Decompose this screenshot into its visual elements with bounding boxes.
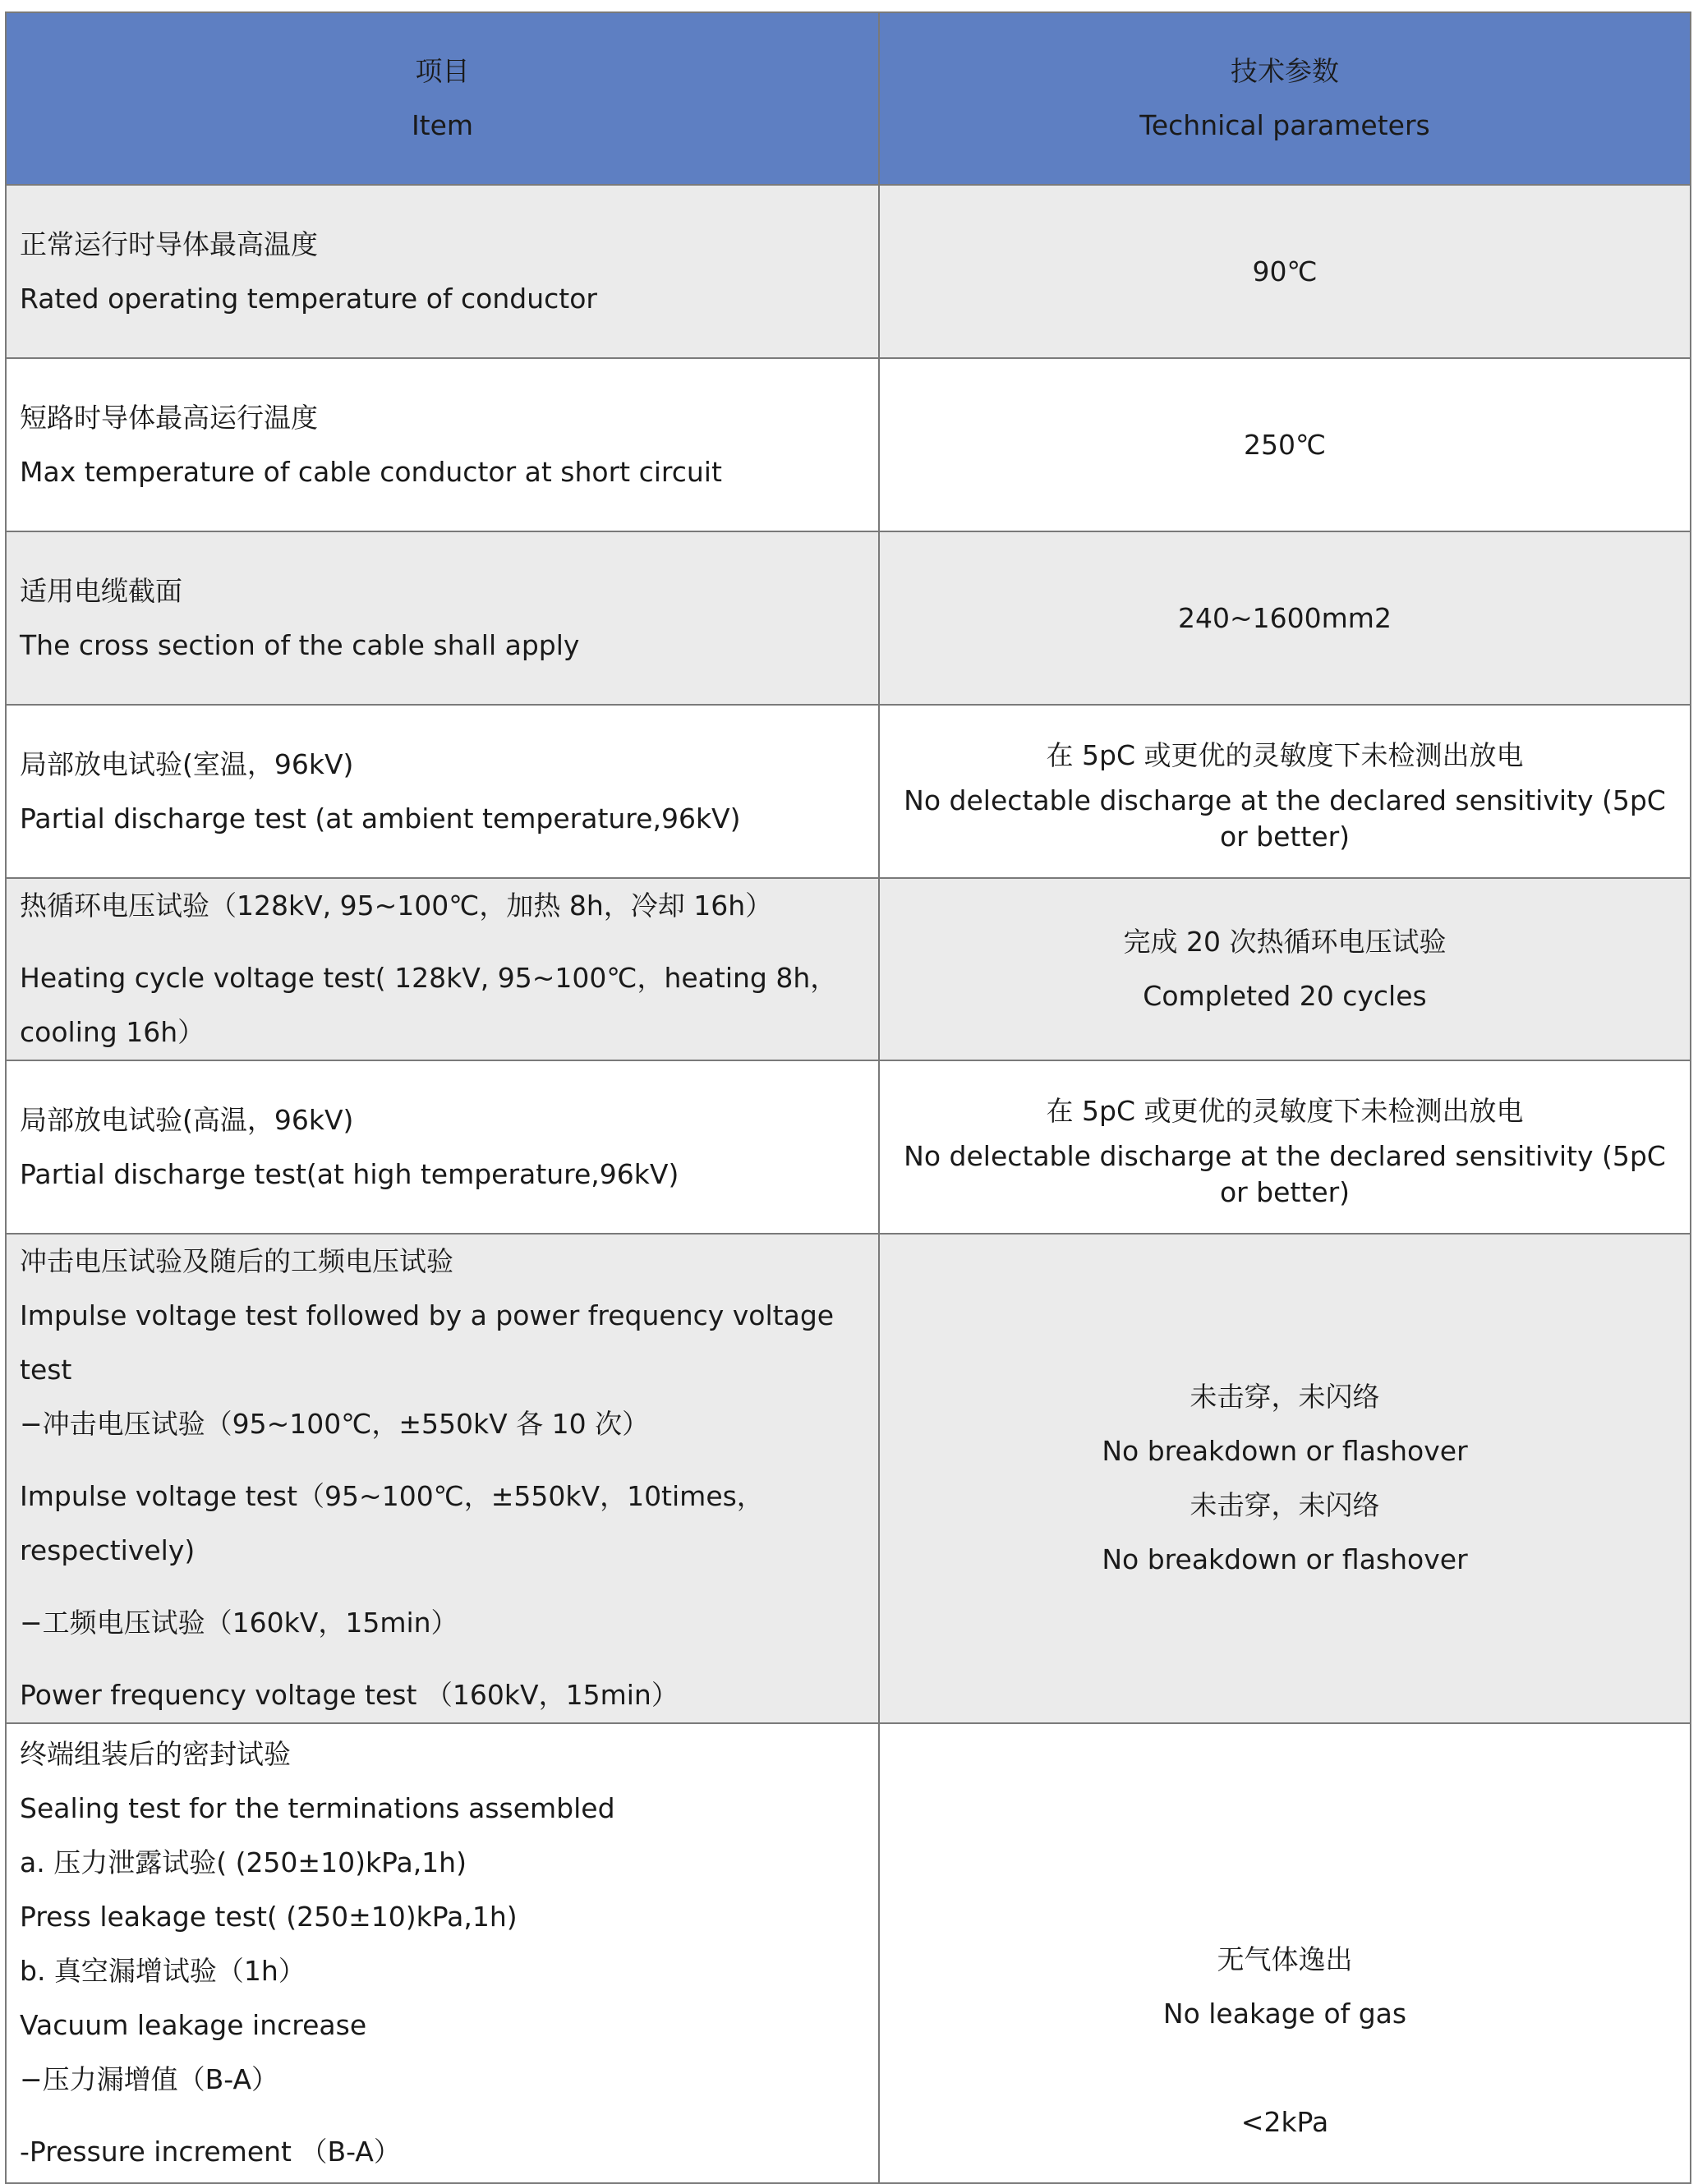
item-cell bbox=[6, 185, 879, 358]
param-value: 250℃ bbox=[1243, 428, 1327, 461]
item-en: Heating cycle voltage test( 128kV, 95~100℃，heating 8h，cooling 16h） bbox=[20, 962, 838, 1048]
param-cell bbox=[879, 358, 1691, 531]
header-item-zh: 项目 bbox=[415, 55, 470, 87]
header-param-en: Technical parameters bbox=[1139, 109, 1430, 141]
param-cell bbox=[879, 1060, 1691, 1234]
item-cell bbox=[6, 1723, 879, 2183]
header-param-zh: 技术参数 bbox=[1231, 55, 1339, 87]
item-zh: 正常运行时导体最高温度 bbox=[20, 228, 318, 260]
item-line: -Pressure increment （B-A） bbox=[20, 2136, 401, 2168]
item-cell bbox=[6, 878, 879, 1060]
param-cell bbox=[879, 1723, 1691, 2183]
header-param-cell bbox=[879, 12, 1691, 185]
param-value: 90℃ bbox=[1252, 255, 1318, 287]
item-zh: 适用电缆截面 bbox=[20, 574, 182, 607]
table-row bbox=[6, 358, 1691, 531]
param-cell bbox=[879, 531, 1691, 705]
param-zh: 完成 20 次热循环电压试验 bbox=[1123, 926, 1447, 958]
param-line: 未击穿，未闪络 bbox=[1190, 1381, 1380, 1413]
table-row bbox=[6, 1723, 1691, 2183]
table-header-row bbox=[6, 12, 1691, 185]
param-line: <2kPa bbox=[1240, 2106, 1329, 2138]
item-line: 冲击电压试验及随后的工频电压试验 bbox=[20, 1245, 453, 1277]
item-line: Power frequency voltage test （160kV，15min） bbox=[20, 1679, 679, 1711]
param-value: 240~1600mm2 bbox=[1178, 601, 1392, 634]
item-line: 终端组装后的密封试验 bbox=[20, 1738, 291, 1770]
param-line: 未击穿，未闪络 bbox=[1190, 1489, 1380, 1521]
item-zh: 短路时导体最高运行温度 bbox=[20, 401, 318, 434]
param-line: No leakage of gas bbox=[1162, 1998, 1407, 2030]
param-en: No delectable discharge at the declared sensitivity (5pC or better) bbox=[904, 784, 1666, 853]
item-line: Sealing test for the terminations assembled bbox=[20, 1792, 615, 1824]
param-zh: 在 5pC 或更优的灵敏度下未检测出放电 bbox=[1046, 1094, 1524, 1127]
param-line: No breakdown or flashover bbox=[1102, 1543, 1468, 1575]
param-cell bbox=[879, 705, 1691, 878]
table-row bbox=[6, 705, 1691, 878]
item-en: Max temperature of cable conductor at short circuit bbox=[20, 455, 722, 488]
table-row bbox=[6, 1234, 1691, 1723]
param-en: No delectable discharge at the declared sensitivity (5pC or better) bbox=[904, 1139, 1666, 1208]
param-cell bbox=[879, 185, 1691, 358]
item-zh: 局部放电试验(室温，96kV) bbox=[20, 747, 354, 780]
item-line: a. 压力泄露试验( (250±10)kPa,1h) bbox=[20, 1846, 467, 1878]
item-cell bbox=[6, 1234, 879, 1723]
item-line: −工频电压试验（160kV，15min） bbox=[20, 1607, 458, 1639]
item-cell bbox=[6, 531, 879, 705]
technical-parameters-table bbox=[5, 11, 1691, 2184]
item-line: −冲击电压试验（95~100℃，±550kV 各 10 次） bbox=[20, 1408, 650, 1440]
item-en: The cross section of the cable shall apply bbox=[20, 628, 580, 661]
param-line: No breakdown or flashover bbox=[1102, 1435, 1468, 1467]
item-en: Partial discharge test (at ambient temperature,96kV) bbox=[20, 802, 741, 835]
param-zh: 在 5pC 或更优的灵敏度下未检测出放电 bbox=[1046, 738, 1524, 771]
header-item-en: Item bbox=[411, 109, 474, 141]
table-row bbox=[6, 878, 1691, 1060]
item-cell bbox=[6, 1060, 879, 1234]
header-item-cell bbox=[6, 12, 879, 185]
item-cell bbox=[6, 705, 879, 878]
item-line: Press leakage test( (250±10)kPa,1h) bbox=[20, 1901, 518, 1933]
item-line: −压力漏增值（B-A） bbox=[20, 2063, 279, 2095]
param-line: 无气体逸出 bbox=[1217, 1943, 1353, 1975]
item-line: Vacuum leakage increase bbox=[20, 2009, 367, 2041]
table-row bbox=[6, 531, 1691, 705]
item-en: Partial discharge test(at high temperature,96kV) bbox=[20, 1157, 679, 1190]
item-line: b. 真空漏增试验（1h） bbox=[20, 1955, 306, 1987]
item-zh: 热循环电压试验（128kV, 95~100℃，加热 8h，冷却 16h） bbox=[20, 890, 773, 922]
table-row bbox=[6, 185, 1691, 358]
table-row bbox=[6, 1060, 1691, 1234]
item-line: Impulse voltage test（95~100℃，±550kV，10times，respectively) bbox=[20, 1480, 764, 1566]
item-line: Impulse voltage test followed by a power frequency voltage test bbox=[20, 1299, 835, 1386]
param-cell bbox=[879, 1234, 1691, 1723]
item-en: Rated operating temperature of conductor bbox=[20, 282, 597, 315]
param-cell bbox=[879, 878, 1691, 1060]
param-en: Completed 20 cycles bbox=[1143, 980, 1427, 1012]
item-zh: 局部放电试验(高温，96kV) bbox=[20, 1103, 354, 1136]
item-cell bbox=[6, 358, 879, 531]
